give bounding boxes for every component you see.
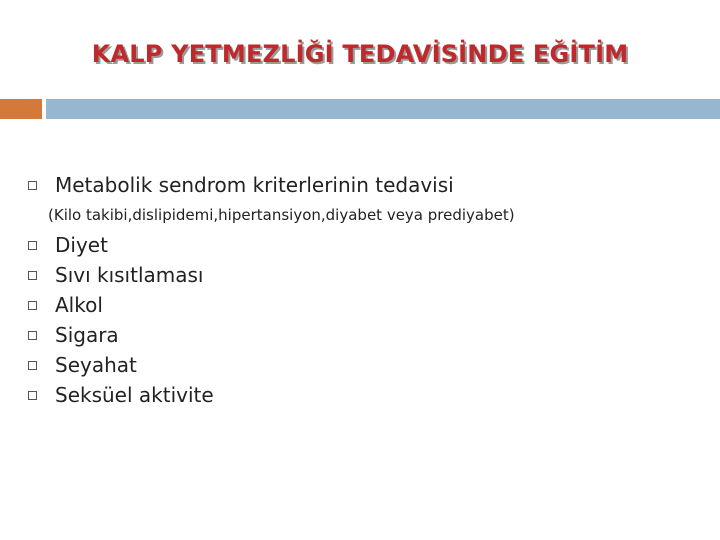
list-item-label: Seksüel aktivite	[55, 383, 214, 407]
square-bullet-icon	[28, 241, 37, 250]
list-item	[28, 290, 708, 320]
list-item-subline: (Kilo takibi,dislipidemi,hipertansiyon,diyabet veya prediyabet)	[48, 206, 515, 224]
slide-title: KALP YETMEZLİĞİ TEDAVİSİNDE EĞİTİM	[91, 40, 629, 68]
square-bullet-icon	[28, 271, 37, 280]
list-item	[28, 320, 708, 350]
list-item	[28, 230, 708, 260]
list-item	[28, 350, 708, 380]
square-bullet-icon	[28, 331, 37, 340]
list-item-label: Seyahat	[55, 353, 137, 377]
list-item	[28, 380, 708, 410]
list-item-label: Sıvı kısıtlaması	[55, 263, 204, 287]
square-bullet-icon	[28, 301, 37, 310]
list-item-label: Alkol	[55, 293, 103, 317]
bullet-list	[28, 170, 708, 410]
list-item-label: Metabolik sendrom kriterlerinin tedavisi	[55, 173, 454, 197]
list-item	[28, 170, 708, 200]
list-item-label: Sigara	[55, 323, 119, 347]
accent-bar-left	[0, 99, 42, 119]
accent-bar-right	[46, 99, 720, 119]
square-bullet-icon	[28, 361, 37, 370]
list-item	[28, 260, 708, 290]
square-bullet-icon	[28, 391, 37, 400]
square-bullet-icon	[28, 181, 37, 190]
list-item-label: Diyet	[55, 233, 108, 257]
